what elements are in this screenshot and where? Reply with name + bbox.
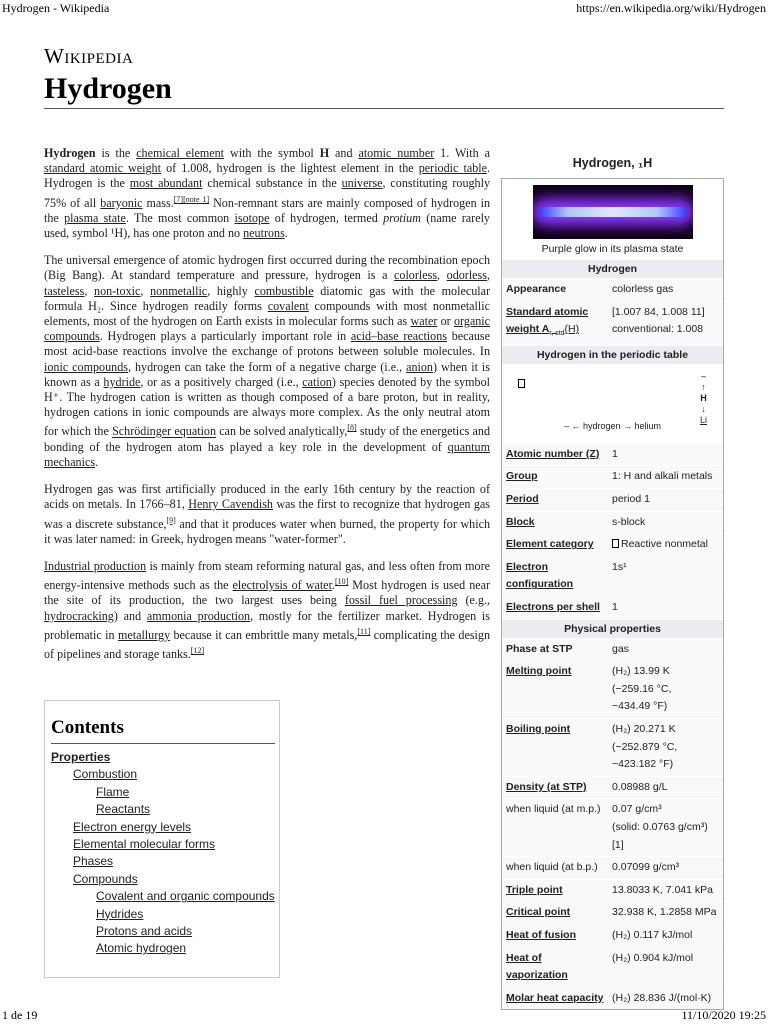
plasma-glow <box>539 207 687 217</box>
text: diatomic gas with the molecular formula H₂. Since hydrogen readily forms <box>44 283 491 313</box>
citation[interactable]: [12] <box>190 646 205 656</box>
text: is mainly from steam reforming natural gas, and less often from more energy-intensive methods such as the <box>44 558 490 593</box>
row-value: (H₂) 0.117 kJ/mol <box>612 928 693 941</box>
text: compounds with most nonmetallic elements, most of the hydrogen on Earth exists in molecular forms such as <box>44 298 491 329</box>
infobox-row <box>502 924 723 947</box>
link-baryonic[interactable]: baryonic <box>100 195 143 210</box>
row-value: 32.938 K, 1.2858 MPa <box>612 906 717 919</box>
row-value: s-block <box>612 515 646 528</box>
paragraph-properties <box>44 253 490 470</box>
print-header-title: Hydrogen - Wikipedia <box>2 1 110 15</box>
link-isotope[interactable]: isotope <box>234 210 270 225</box>
toc-item[interactable]: Reactants <box>96 802 151 817</box>
bold-symbol: H <box>319 146 330 160</box>
link-ammonia-production[interactable]: ammonia production <box>146 608 251 623</box>
article-body <box>44 146 490 674</box>
infobox-row <box>502 443 723 466</box>
bold-term: Hydrogen <box>44 146 96 160</box>
row-key[interactable]: Boiling point <box>506 723 571 735</box>
text: study of the energetics and bonding of the hydrogen atom has played a key role in the development of <box>44 424 490 454</box>
row-key[interactable]: Triple point <box>506 883 563 896</box>
paragraph-intro <box>44 146 490 241</box>
text: . The most common <box>125 210 235 225</box>
infobox-row <box>502 533 723 556</box>
infobox-row <box>502 879 723 902</box>
link-fossil-fuel-processing[interactable]: fossil fuel processing <box>344 593 458 608</box>
infobox-row <box>502 660 723 718</box>
row-key[interactable]: Atomic number (Z) <box>506 447 600 460</box>
text: can be solved analytically, <box>216 424 348 439</box>
text: Non-remnant stars are mainly composed of hydrogen in the <box>44 195 491 225</box>
link-non-toxic[interactable]: non-toxic <box>94 283 141 298</box>
row-value: 1 <box>612 447 618 460</box>
infobox-row <box>502 511 723 534</box>
text: . Hydrogen is the <box>44 161 490 191</box>
text: with the symbol <box>224 146 320 160</box>
text: , mostly for the fertilizer market. Hydrogen is problematic in <box>44 608 490 642</box>
row-value: 1s¹ <box>612 560 627 573</box>
row-value <box>608 661 723 718</box>
link-odorless[interactable]: odorless <box>446 268 487 283</box>
link-water[interactable]: water <box>410 314 438 329</box>
row-key[interactable]: Electron configuration <box>506 560 574 591</box>
row-value: gas <box>612 642 629 655</box>
value-text: Reactive nonmetal <box>621 538 708 551</box>
link-industrial-production[interactable]: Industrial production <box>44 558 147 573</box>
link-henry-cavendish[interactable]: Henry Cavendish <box>188 497 273 512</box>
row-key-link[interactable] <box>502 302 608 345</box>
toc-divider <box>51 743 275 744</box>
link-quantum-mechanics[interactable]: quantum mechanics <box>44 439 490 469</box>
link-neutrons[interactable]: neutrons <box>243 226 285 241</box>
infobox-image-cell <box>502 179 723 259</box>
value-line: (H₂) 20.271 K <box>612 723 676 735</box>
text: , <box>486 268 490 283</box>
row-value: 0.07099 g/cm³ <box>612 861 680 874</box>
page-title: Hydrogen <box>44 72 172 105</box>
toc-item[interactable]: Hydrides <box>96 906 144 921</box>
row-key: Phase at STP <box>506 642 573 655</box>
infobox-row <box>502 776 723 799</box>
section-hydrogen: Hydrogen <box>502 259 723 278</box>
citation[interactable]: [8] <box>347 423 357 433</box>
text: The universal emergence of atomic hydrogen first occurred during the recombination epoch (Big Bang). At standard temperature and pressure, hydrogen is a <box>44 253 490 283</box>
toc-item[interactable]: Flame <box>96 784 130 799</box>
paragraph-history <box>44 482 490 547</box>
infobox-row <box>502 798 723 856</box>
row-key[interactable]: Heat of vaporization <box>506 951 568 982</box>
row-key[interactable]: Group <box>506 470 538 483</box>
value-line: −423.182 °F) <box>612 758 674 771</box>
text: , <box>437 268 447 283</box>
link-covalent[interactable]: covalent <box>267 298 309 313</box>
text: complicating the design of pipelines and storage tanks. <box>44 627 490 662</box>
row-key[interactable]: Critical point <box>506 906 571 919</box>
row-value: colorless gas <box>612 283 674 295</box>
infobox <box>501 152 724 1010</box>
toc-title: Contents <box>51 717 124 738</box>
row-key[interactable]: Block <box>506 515 535 528</box>
link-electrolysis-of-water[interactable]: electrolysis of water <box>232 578 332 593</box>
link-periodic-table[interactable]: periodic table <box>418 161 487 176</box>
infobox-row <box>502 638 723 661</box>
rows-general <box>502 443 723 619</box>
row-value <box>608 799 723 856</box>
infobox-table <box>501 178 724 1010</box>
link-most-abundant[interactable]: most abundant <box>129 176 203 191</box>
infobox-row <box>502 556 723 596</box>
row-value <box>608 534 723 556</box>
row-value <box>608 719 723 776</box>
link-organic-compounds[interactable]: organic compounds <box>44 314 491 344</box>
infobox-row <box>502 465 723 488</box>
text: , highly <box>207 283 255 298</box>
text: . <box>284 226 288 241</box>
row-value: (H₂) 28.836 J/(mol·K) <box>612 991 712 1004</box>
link-combustible[interactable]: combustible <box>254 283 314 298</box>
text: or <box>437 314 454 329</box>
link-plasma-state[interactable]: plasma state <box>64 210 126 225</box>
toc-item[interactable]: Elemental molecular forms <box>73 837 216 852</box>
text: , or as a positively charged (i.e., <box>140 374 303 389</box>
key-suffix: (H) <box>564 323 580 336</box>
link-nonmetallic[interactable]: nonmetallic <box>150 283 208 298</box>
key-line: Standard atomic <box>506 305 589 318</box>
print-footer-date: 11/10/2020 19:25 <box>681 1008 766 1022</box>
toc-item[interactable]: Covalent and organic compounds <box>96 889 275 904</box>
row-key[interactable]: Period <box>506 493 539 506</box>
link-ionic-compounds[interactable]: ionic compounds <box>44 359 128 374</box>
image-caption: Purple glow in its plasma state <box>541 243 684 255</box>
link-hydrocracking[interactable]: hydrocracking <box>44 608 114 623</box>
row-appearance <box>502 278 723 301</box>
text: because most acid-base reactions involve the exchange of protons between soluble molecules. In <box>44 329 490 359</box>
text: . Hydrogen plays a particularly important role in <box>99 329 351 344</box>
toc-item[interactable]: Electron energy levels <box>73 819 192 834</box>
citation[interactable]: [10] <box>334 577 349 587</box>
print-header-url: https://en.wikipedia.org/wiki/Hydrogen <box>576 1 766 15</box>
text: , <box>84 283 95 298</box>
category-swatch-icon <box>612 539 619 548</box>
text: mass. <box>142 195 174 210</box>
section-periodic-table: Hydrogen in the periodic table <box>502 345 723 364</box>
text: . <box>95 454 99 469</box>
row-value <box>608 302 723 345</box>
text: . <box>331 578 335 593</box>
section-physical-properties: Physical properties <box>502 619 723 638</box>
text: of hydrogen, termed <box>269 210 384 225</box>
toc-item[interactable]: Combustion <box>73 767 138 782</box>
value-line: −434.49 °F) <box>612 700 668 713</box>
row-value: 1 <box>612 601 618 614</box>
link-acid-base-reactions[interactable]: acid–base reactions <box>350 329 447 344</box>
value-line: (solid: 0.0763 g/cm³)[1] <box>612 820 708 851</box>
key-sub: r, std <box>549 330 565 338</box>
key-line: weight A <box>506 323 550 336</box>
hydrogen-cell-icon[interactable] <box>518 379 525 388</box>
toc-item[interactable]: Protons and acids <box>96 924 193 939</box>
row-key[interactable]: Electrons per shell <box>506 601 600 614</box>
text: chemical substance in the <box>202 176 342 191</box>
text: (e.g., <box>457 593 490 608</box>
row-value: 0.08988 g/L <box>612 780 668 793</box>
periodic-nav[interactable]: – ← hydrogen → helium <box>563 420 662 431</box>
down-arrow-icon: ↓ <box>701 403 706 414</box>
wikipedia-logo[interactable]: Wikipedia <box>44 44 134 68</box>
text: ) species denoted by the symbol H⁺. The hydrogen cation is written as though composed of a bare proton, but in reality, hydrogen cations in ionic compounds are always more complex. As the only neutral atom for which the <box>44 374 490 439</box>
toc-item[interactable]: Atomic hydrogen <box>96 941 187 956</box>
infobox-row <box>502 596 723 619</box>
pt-col-item: – <box>701 370 707 381</box>
row-key[interactable]: Heat of fusion <box>506 928 576 941</box>
paragraph-production <box>44 559 490 662</box>
table-of-contents <box>44 700 280 978</box>
rows-physical <box>502 638 723 1010</box>
citation[interactable]: [7][note 1] <box>173 194 210 204</box>
text: is the <box>95 146 137 160</box>
link-atomic-number[interactable]: atomic number <box>358 146 435 160</box>
value-line: (−252.879 °C, <box>612 740 678 753</box>
row-key[interactable]: Melting point <box>506 665 572 678</box>
text: was the first to recognize that hydrogen gas was a discrete substance, <box>44 497 490 531</box>
periodic-column <box>700 371 707 426</box>
toc-list <box>51 749 275 958</box>
citation[interactable]: [9] <box>166 515 176 525</box>
pt-col-link[interactable]: Li <box>700 414 708 425</box>
link-tasteless[interactable]: tasteless <box>44 283 85 298</box>
pt-col-item: H <box>700 392 707 403</box>
text: , <box>140 283 151 298</box>
row-value: (H₂) 0.904 kJ/mol <box>612 951 694 964</box>
row-key[interactable]: Molar heat capacity <box>506 991 604 1004</box>
link-anion[interactable]: anion <box>406 359 433 374</box>
text: , hydrogen can take the form of a negative charge (i.e., <box>127 359 407 374</box>
link-chemical-element[interactable]: chemical element <box>136 146 225 160</box>
text: because it can embrittle many metals, <box>170 627 358 642</box>
italic-term: protium <box>383 210 421 225</box>
periodic-table-mini <box>502 364 723 443</box>
text: , constituting roughly 75% of all <box>44 176 490 210</box>
toc-item[interactable]: Compounds <box>73 871 138 886</box>
text: and that it produces water when burned, the property for which it was later named: in Greek, hydrogen means "water-former". <box>44 516 490 546</box>
infobox-row <box>502 987 723 1010</box>
row-key[interactable]: Element category <box>506 538 594 551</box>
row-standard-weight <box>502 301 723 345</box>
infobox-caption: Hydrogen, ₁H <box>572 156 653 170</box>
row-key[interactable]: Density (at STP) <box>506 780 587 793</box>
toc-item[interactable]: Phases <box>73 854 114 869</box>
link-standard-atomic-weight[interactable]: standard atomic weight <box>44 161 161 176</box>
infobox-row <box>502 947 723 987</box>
infobox-row <box>502 488 723 511</box>
row-value: 13.8033 K, 7.041 kPa <box>612 883 713 896</box>
value-line: 0.07 g/cm³ <box>612 803 662 816</box>
text: Hydrogen gas was first artificially produced in the early 16th century by the reaction of acids on metals. In 1766–81, <box>44 482 490 512</box>
infobox-row <box>502 718 723 776</box>
row-value: 1: H and alkali metals <box>612 470 713 483</box>
row-key: Appearance <box>506 283 567 295</box>
text: (name rarely used, symbol ¹H), has one proton and no <box>44 210 490 241</box>
infobox-row <box>502 901 723 924</box>
text: Most hydrogen is used near the site of its production, the two largest uses being <box>44 578 490 608</box>
row-key: when liquid (at b.p.) <box>506 861 598 874</box>
link-hydride[interactable]: hydride <box>103 374 141 389</box>
text: 1. With a <box>434 146 490 160</box>
link-universe[interactable]: universe <box>341 176 383 191</box>
link-schrodinger-equation[interactable]: Schrödinger equation <box>112 424 217 439</box>
value-line: [1.007 84, 1.008 11] <box>612 305 705 318</box>
value-line: (−259.16 °C, <box>612 682 672 695</box>
plasma-glow-image[interactable] <box>533 185 693 239</box>
text: ) and <box>113 608 147 623</box>
row-key: when liquid (at m.p.) <box>506 803 601 816</box>
value-line: (H₂) 13.99 K <box>612 665 670 678</box>
text: ) when it is known as a <box>44 359 490 389</box>
print-footer-page: 1 de 19 <box>2 1008 38 1022</box>
link-colorless[interactable]: colorless <box>394 268 438 283</box>
citation[interactable]: [11] <box>357 626 371 636</box>
link-cation[interactable]: cation <box>302 374 332 389</box>
text: of 1.008, hydrogen is the lightest element in the <box>160 161 419 176</box>
up-arrow-icon: ↑ <box>701 381 706 392</box>
text: and <box>329 146 359 160</box>
value-line: conventional: 1.008 <box>612 323 704 336</box>
infobox-row <box>502 856 723 879</box>
title-divider <box>44 108 724 109</box>
link-metallurgy[interactable]: metallurgy <box>117 627 171 642</box>
toc-item[interactable]: Properties <box>51 750 111 764</box>
row-value: period 1 <box>612 493 650 506</box>
